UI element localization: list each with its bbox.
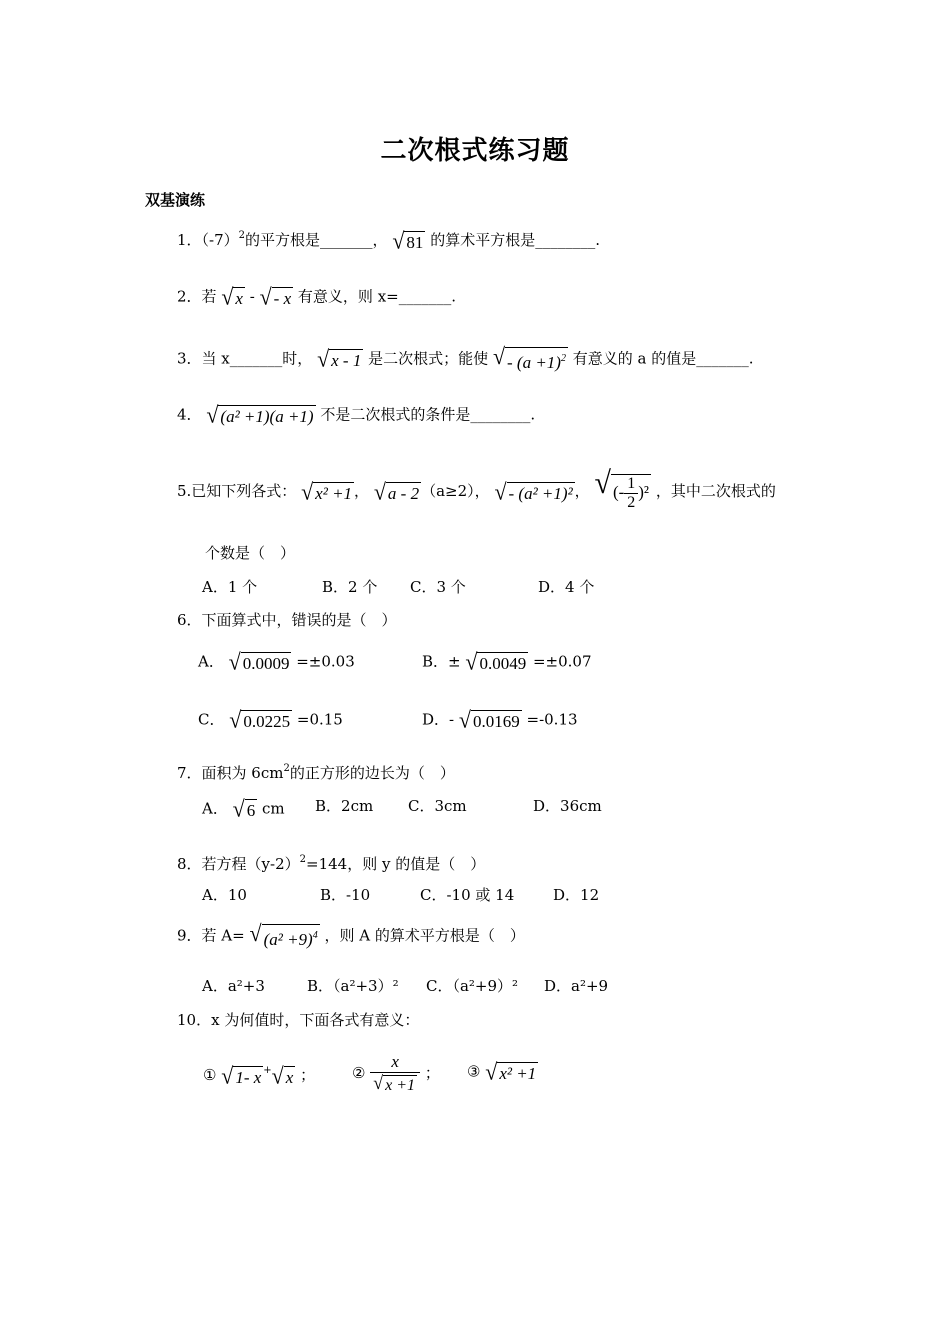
- question-9: 9．若 A= √ $(a^2 +9)^4$ ，则 A 的算术平方根是（ ）: [177, 920, 525, 949]
- radical-6: √ 6: [232, 795, 256, 822]
- radical-a2-plus-9-pow4: √ $(a^2 +9)^4$: [249, 920, 318, 949]
- q8-option-d: D．12: [553, 886, 600, 904]
- question-4: 4． √ (a² +1)(a +1) 不是二次根式的条件是________.: [177, 401, 536, 428]
- radical-x-minus-1: √ x - 1: [317, 345, 362, 372]
- q9-option-c: C．（a²+9）²: [426, 977, 519, 995]
- q10-item-1: ① √ 1- x + √ x ；: [203, 1061, 316, 1089]
- radical-neg-x: √ - x: [259, 283, 292, 310]
- q7-option-d: D．36cm: [533, 797, 602, 815]
- radical-neg-a-plus-1-sq: √ - $(a +1)^2$: [492, 343, 566, 372]
- q6-option-d: D．- √ 0.0169 =-0.13: [422, 706, 578, 733]
- radical-1-minus-x: √ 1- x: [221, 1061, 262, 1089]
- question-2: 2．若 √ x - √ - x 有意义，则 x=_______.: [177, 283, 456, 310]
- q7-option-c: C．3cm: [408, 797, 467, 815]
- q5-option-a: A．1 个: [202, 578, 258, 596]
- q7-option-a: A． √ 6 cm: [202, 795, 285, 822]
- radical-0-0169: √ 0.0169: [458, 706, 520, 733]
- question-5-line2: 个数是（ ）: [205, 544, 296, 562]
- q8-option-b: B．-10: [320, 886, 371, 904]
- radical-0-0009: √ 0.0009: [228, 648, 290, 675]
- q5-option-b: B．2 个: [322, 578, 378, 596]
- q6-option-b: B．± √ 0.0049 =±0.07: [422, 648, 592, 675]
- radical-a-minus-2: √ a - 2: [373, 477, 420, 505]
- radical-x-2: √ x: [271, 1061, 294, 1089]
- radical-0-0225: √ 0.0225: [229, 706, 291, 733]
- q9-option-d: D．a²+9: [544, 977, 609, 995]
- q10-item-2: ② x √ x +1 ；: [352, 1052, 440, 1094]
- radical-neg-a2-plus-1-sq: √ - (a² +1)²: [494, 477, 573, 505]
- question-6: 6．下面算式中，错误的是（ ）: [177, 611, 397, 629]
- page-title: 二次根式练习题: [380, 136, 570, 166]
- radical-x2-plus-1-b: √ x² +1: [485, 1058, 537, 1085]
- question-8: 8．若方程$(y-2)^2=144$，则 y 的值是（ ）: [177, 854, 486, 873]
- q5-option-d: D．4 个: [538, 578, 595, 596]
- radical-x: √ x: [221, 283, 243, 310]
- question-1: 1．$(-7)^2$的平方根是_______， √ 81 的算术平方根是________.: [177, 226, 600, 254]
- q6-option-c: C． √ 0.0225 =0.15: [198, 706, 343, 733]
- q5-option-c: C．3 个: [410, 578, 466, 596]
- q10-item-3: ③ √ x² +1: [467, 1058, 537, 1085]
- q6-option-a: A． √ 0.0009 =±0.03: [198, 648, 355, 675]
- radical-81: √ 81: [392, 226, 424, 254]
- question-10: 10．x 为何值时，下面各式有意义：: [177, 1011, 420, 1029]
- radical-0-0049: √ 0.0049: [465, 648, 527, 675]
- question-3: 3．当 x_______时， √ x - 1 是二次根式；能使 √ - $(a +1)^2$ 有意义的 a 的值是_______.: [177, 343, 754, 372]
- q7-option-b: B．2cm: [315, 797, 374, 815]
- q8-option-c: C．-10 或 14: [420, 886, 515, 904]
- section-heading: 双基演练: [145, 191, 206, 209]
- fraction-x-over-sqrt-x-plus-1: x √ x +1: [370, 1052, 420, 1096]
- q9-option-a: A．a²+3: [202, 977, 265, 995]
- radical-a2-plus-1-times-a-plus-1: √ (a² +1)(a +1): [206, 401, 314, 428]
- question-7: 7．面积为 $6cm^2$的正方形的边长为（ ）: [177, 763, 455, 782]
- question-5: 5.已知下列各式： √ x² +1 ， √ a - 2 （a≥2）， √ - (a² +1)² ， √ (- $\frac{1}{2}$ )² ，其中二次根式的: [177, 465, 776, 511]
- radical-neg-half-sq: √ (- $\frac{1}{2}$ )²: [594, 465, 650, 511]
- q9-option-b: B．（a²+3）²: [307, 977, 399, 995]
- fraction-one-half: $\frac{1}{2}$: [624, 475, 638, 512]
- radical-x2-plus-1: √ x² +1: [301, 477, 353, 505]
- q8-option-a: A．10: [202, 886, 247, 904]
